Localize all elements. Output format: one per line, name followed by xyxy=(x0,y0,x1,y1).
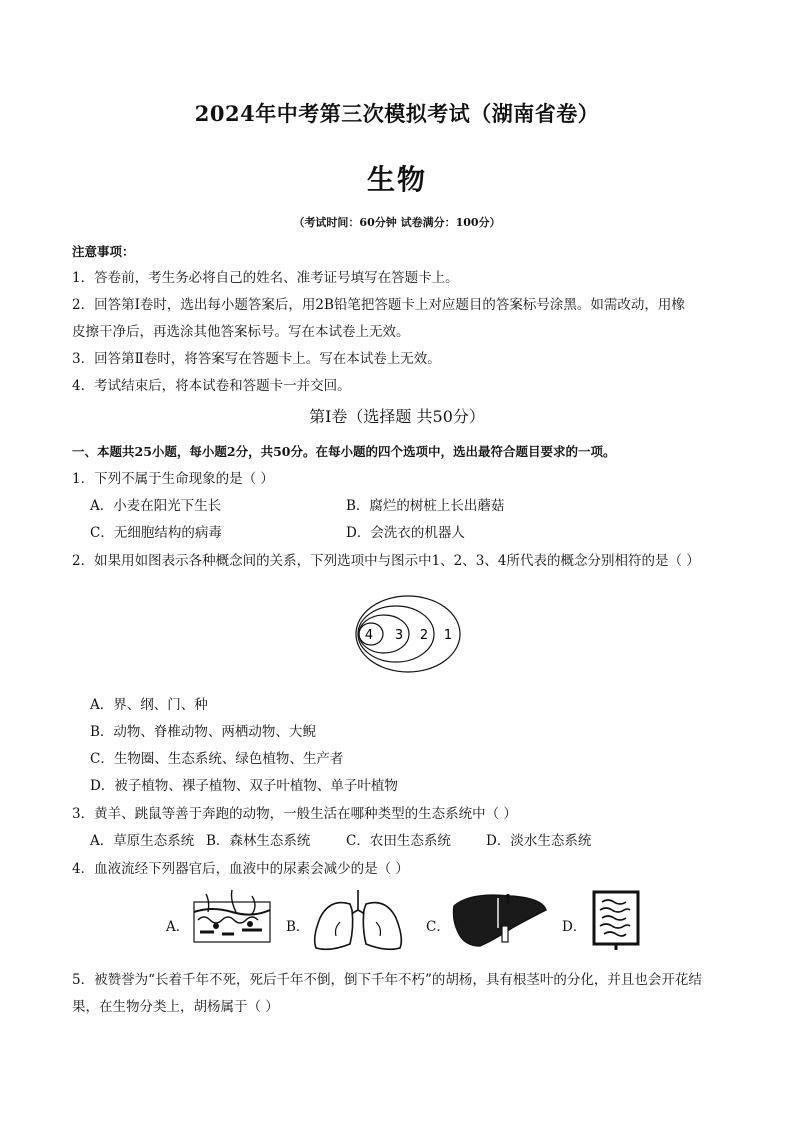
question-stem-5: 5．被赞誉为“长着千年不死，死后千年不倒，倒下千年不朽”的胡杨，具有根茎叶的分化，并且也会开花结 xyxy=(72,972,702,988)
diagram-label: 2 xyxy=(419,628,429,643)
skin-icon xyxy=(192,888,272,950)
liver-icon xyxy=(450,888,550,950)
option-3a: A．草原生态系统 xyxy=(90,833,195,849)
diagram-label: 1 xyxy=(443,628,453,643)
option-2b: B．动物、脊椎动物、两栖动物、大鲵 xyxy=(90,724,316,740)
diagram-label: 3 xyxy=(394,628,404,643)
exam-title: 2024年中考第三次模拟考试（湖南省卷） xyxy=(194,101,600,126)
question-stem-1: 1．下列不属于生命现象的是（ ） xyxy=(72,471,274,487)
option-1a: A．小麦在阳光下生长 xyxy=(90,498,222,514)
section-title: 第Ⅰ卷（选择题 共50分） xyxy=(309,407,485,426)
option-3c: C．农田生态系统 xyxy=(346,833,451,849)
option-2a: A．界、纲、门、种 xyxy=(90,697,208,713)
option-2c: C．生物圈、生态系统、绿色植物、生产者 xyxy=(90,751,344,767)
option-2d: D．被子植物、裸子植物、双子叶植物、单子叶植物 xyxy=(90,778,398,794)
notice-item: 4．考试结束后，将本试卷和答题卡一并交回。 xyxy=(72,378,351,394)
option-4b: B． xyxy=(286,919,310,935)
option-4c: C． xyxy=(426,919,450,935)
notice-heading: 注意事项： xyxy=(72,244,135,259)
question-stem-2: 2．如果用如图表示各种概念间的关系，下列选项中与图示中1、2、3、4所代表的概念分别相符的是（ ） xyxy=(72,553,700,569)
intestine-icon xyxy=(586,888,646,950)
option-1c: C．无细胞结构的病毒 xyxy=(90,525,222,541)
notice-item: 2．回答第Ⅰ卷时，选出每小题答案后，用2B铅笔把答题卡上对应题目的答案标号涂黑。如需改动，用橡 xyxy=(72,297,685,313)
section-instruction: 一、本题共25小题，每小题2分，共50分。在每小题的四个选项中，选出最符合题目要求的一项。 xyxy=(72,444,616,459)
option-3b: B．森林生态系统 xyxy=(206,833,311,849)
exam-info: （考试时间：60分钟 试卷满分：100分） xyxy=(293,216,501,229)
diagram-label: 4 xyxy=(364,628,374,643)
subject-title: 生物 xyxy=(366,163,427,196)
option-1b: B．腐烂的树桩上长出蘑菇 xyxy=(346,498,505,514)
notice-item: 3．回答第Ⅱ卷时，将答案写在答题卡上。写在本试卷上无效。 xyxy=(72,351,441,367)
nested-ellipse-diagram xyxy=(354,594,464,674)
question-stem-5-continued: 果，在生物分类上，胡杨属于（ ） xyxy=(72,999,279,1015)
option-4d: D． xyxy=(562,919,587,935)
option-1d: D．会洗衣的机器人 xyxy=(346,525,465,541)
notice-item: 1．答卷前，考生务必将自己的姓名、准考证号填写在答题卡上。 xyxy=(72,270,459,286)
option-3d: D．淡水生态系统 xyxy=(486,833,592,849)
question-stem-3: 3．黄羊、跳鼠等善于奔跑的动物，一般生活在哪种类型的生态系统中（ ） xyxy=(72,806,517,822)
option-4a: A． xyxy=(166,919,190,935)
question-stem-4: 4．血液流经下列器官后，血液中的尿素会减少的是（ ） xyxy=(72,861,409,877)
notice-item: 皮擦干净后，再选涂其他答案标号。写在本试卷上无效。 xyxy=(72,324,410,340)
lungs-icon xyxy=(310,888,406,954)
